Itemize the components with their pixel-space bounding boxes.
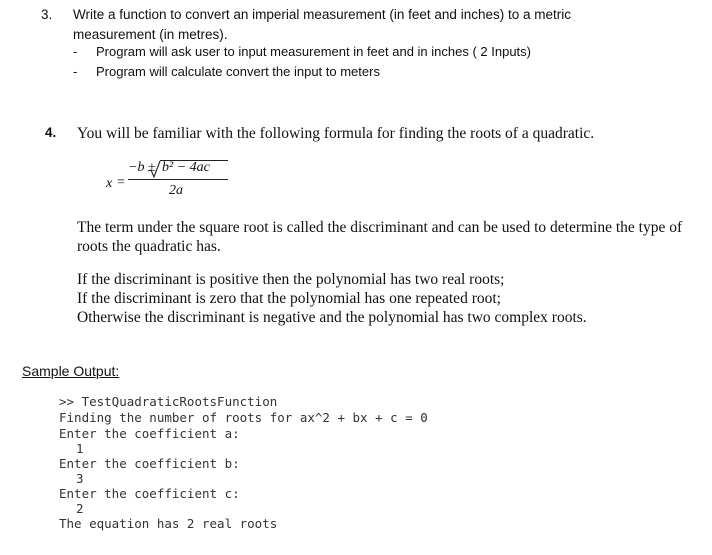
formula-equals: = xyxy=(117,175,125,190)
console-input: 3 xyxy=(76,471,84,486)
console-line: Enter the coefficient a: xyxy=(59,426,240,441)
question-4-intro: You will be familiar with the following formula for finding the roots of a quadratic. xyxy=(77,125,595,142)
fraction-bar xyxy=(128,179,228,180)
discriminant-cases xyxy=(77,270,587,327)
case-negative: Otherwise the discriminant is negative and the polynomial has two complex roots. xyxy=(77,309,587,326)
case-positive: If the discriminant is positive then the polynomial has two real roots; xyxy=(77,271,505,288)
paragraph-line: The term under the square root is called the discriminant and can be used to determine the type of xyxy=(77,219,683,236)
formula-lhs: x xyxy=(106,176,113,191)
bullet-dash: - xyxy=(73,44,78,59)
bullet-dash: - xyxy=(73,64,78,79)
discriminant-paragraph xyxy=(77,218,682,256)
formula-numerator-left: −b ± xyxy=(128,160,156,175)
question-4-number: 4. xyxy=(45,125,57,140)
console-line: Enter the coefficient b: xyxy=(59,456,240,471)
console-line: The equation has 2 real roots xyxy=(59,516,278,531)
paragraph-line: roots the quadratic has. xyxy=(77,238,221,255)
case-zero: If the discriminant is zero that the polynomial has one repeated root; xyxy=(77,290,501,307)
console-line: Finding the number of roots for ax^2 + bx + c = 0 xyxy=(59,410,428,425)
question-3-text-line2: measurement (in metres). xyxy=(73,27,228,42)
console-input: 1 xyxy=(76,441,84,456)
console-line: Enter the coefficient c: xyxy=(59,486,240,501)
quadratic-formula xyxy=(106,158,236,202)
console-input: 2 xyxy=(76,501,84,516)
formula-denominator: 2a xyxy=(169,183,183,198)
question-3-text-line1: Write a function to convert an imperial measurement (in feet and inches) to a metric xyxy=(73,7,571,22)
square-root-icon xyxy=(147,160,161,178)
formula-radicand: b² − 4ac xyxy=(162,160,210,175)
question-3-number: 3. xyxy=(41,7,53,22)
bullet-item-1: Program will ask user to input measurement in feet and in inches ( 2 Inputs) xyxy=(96,44,531,59)
sample-output-heading: Sample Output: xyxy=(22,363,120,379)
console-line: >> TestQuadraticRootsFunction xyxy=(59,394,278,409)
bullet-item-2: Program will calculate convert the input to meters xyxy=(96,64,380,79)
